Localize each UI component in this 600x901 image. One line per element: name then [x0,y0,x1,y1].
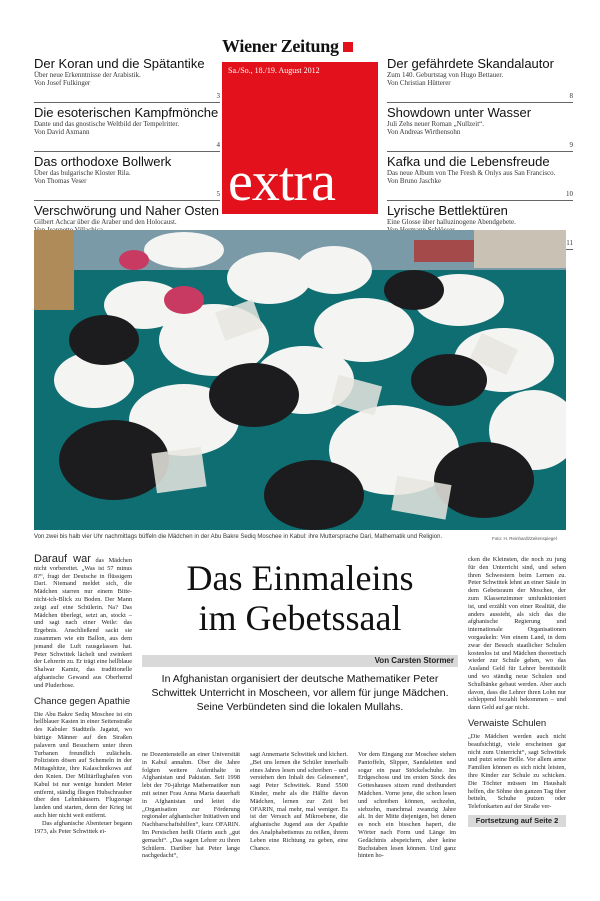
byline: Von Carsten Stormer [374,656,454,665]
toc-desc: Gilbert Achcar über die Araber und den Holocaust. [34,218,177,226]
toc-title: Das orthodoxe Bollwerk [34,154,172,169]
headline-line-1: Das Einmaleins [186,558,414,598]
article-column-3: sagt Annemarie Schwittek und kichert. „Bei uns lernen die Schüler innerhalb eines Jahres lesen und schreiben – und verstehen den Inhalt des Gelesenen“, sagt Peter Schwittek. Rund 5500 Kinder, mehr als die Hälfte davon Mädchen, lernen zur Zeit bei OFARIN, mal mehr, mal weniger. Es ist der Versuch auf Mikroebene, die afghanische Jugend aus der Apathie des Analphabetismus zu reißen, ihrem Leben eine Richtung zu geben, eine Chance. [250,751,348,852]
toc-desc: Eine Glosse über halluzinogene Abendgebete. [387,218,516,226]
toc-page-number: 3 [216,92,220,100]
column-text: „Die Mädchen werden auch nicht beaufsichtigt, viele erscheinen gar nicht zum Unterricht“, sagt Schwittek und putzt seine Brille. Vor allem arme Familien können es sich nicht leisten, ihre Kinder zur Schule zu schicken. Die Töchter müssen im Haushalt helfen, die Söhne den ganzen Tag über betteln, Schuhe putzen oder Telefonkarten auf der Straße ver- [468,732,566,811]
newspaper-logo: Wiener Zeitung [222,36,339,56]
toc-entry[interactable] [34,152,220,201]
article-dek: In Afghanistan organisiert der deutsche Mathematiker Peter Schwittek Unterricht in Moscheen, vor allem für junge Mädchen. Seine Verbündeten sind die lokalen Mullahs. [151,673,449,713]
column-text: cken die Kleinsten, die noch zu jung für den Unterricht sind, und sehen ihren Schwestern beim Lernen zu. Peter Schwittek lehnt an einer Säule in dem Gebetsraum der Moschee, der zum Klassenzimmer umfunktioniert ist, und erzählt von einer Realität, die anders aussieht, als sich das die afghanische Regierung und internationale Organisationen vorgaukeln: Von einem Land, in dem zwar der Besuch staatlicher Schulen kostenlos ist und Mädchen theoretisch wieder zur Schule gehen, wo das Ausland Geld für Lehrer bereitstellt und wo ständig neue Schulen und Schulbänke gebaut werden. Aber auch davon, dass die Lehrer ihren Lohn nur schleppend bezahlt bekommen – und dann Geld auf gar nicht. [468,556,566,712]
subheading: Chance gegen Apathie [34,695,131,707]
article-column-5 [468,556,566,827]
toc-desc: Über das bulgarische Kloster Rila. [34,169,131,177]
toc-entry[interactable] [34,103,220,152]
toc-desc: Über neue Erkenntnisse der Arabistik. [34,71,141,79]
article-headline [142,558,458,638]
toc-page-number: 5 [216,190,220,198]
toc-title: Lyrische Bettlektüren [387,203,508,218]
toc-desc: Juli Zehs neuer Roman „Nullzeit“. [387,120,484,128]
toc-author: Von David Axmann [34,128,90,136]
toc-entry[interactable] [34,54,220,103]
lead-photo [34,230,566,530]
article-column-1 [34,553,133,835]
toc-entry[interactable] [387,54,573,103]
column-text: Das afghanische Abenteuer begann 1973, als Peter Schwittek ei- [34,819,132,835]
section-title: extra [228,151,335,213]
subheading: Verwaiste Schulen [468,717,547,729]
logo-square-icon [343,42,353,52]
toc-title: Showdown unter Wasser [387,105,532,120]
photo-caption: Von zwei bis halb vier Uhr nachmittags büffeln die Mädchen in der Abu Bakre Sediq Moschee in Kabul: ihre Muttersprache Dari, Mathematik und Religion. [34,534,443,540]
toc-author: Von Andreas Wirthensohn [387,128,461,136]
headline-line-2: im Gebetssaal [198,598,402,638]
toc-author: Von Bruno Jaschke [387,177,441,185]
continued-link[interactable]: Fortsetzung auf Seite 2 [468,815,566,827]
column-text: Die Abu Bakre Sediq Moschee ist ein hellblauer Kasten in einer Seitenstraße des Kabuler Stadtteils Jagatut, wo bärtige Männer auf den Straßen palavern und Besuchern unter ihren Turbanen freundlich zulächeln. Polizisten dösen auf Schemeln in der Mittagshitze, ihre Kalaschnikows auf den Knien. Der Militärflughafen von Kabul ist nur wenige hundert Meter entfernt, ständig fliegen Hubschrauber über den Lehmhäusern. Flugzeuge landen und starten, denn der Krieg ist auch hier nicht weit entfernt. [34,710,132,819]
masthead [222,36,378,57]
toc-title: Kafka und die Lebensfreude [387,154,550,169]
lead-words: Darauf war [34,553,91,565]
article-column-2: ne Dozentenstelle an einer Universität in Kabul annahm. Über die Jahre folgten weitere Aufenthalte in Afghanistan und Pakistan. Seit 1998 lebt der 70-jährige Mathematiker nun mit seiner Frau Anna Maria dauerhaft in Afghanistan und leitet die „Organisation zur Förderung regionaler afghanischer Initiativen und Nachbarschaftshilfen“, kurz OFARIN. Im Persischen heißt Ofarin auch „gut gemacht“. „Das sagen Lehrer zu ihren Schülern. Darüber hat Peter lange nachgedacht“, [142,751,240,860]
toc-desc: Zum 140. Geburtstag von Hugo Bettauer. [387,71,504,79]
toc-title: Verschwörung und Naher Osten [34,203,219,218]
toc-author: Von Christian Hütterer [387,79,451,87]
classroom-photo-illustration [34,230,566,530]
toc-author: Von Thomas Veser [34,177,87,185]
toc-left [34,54,220,250]
toc-title: Der Koran und die Spätantike [34,56,205,71]
toc-page-number: 4 [216,141,220,149]
photo-credit: Foto: H. Reinhardt/Zeitenspiegel [492,536,557,541]
article-column-4: Vor dem Eingang zur Moschee stehen Pantoffeln, Slipper, Sandaletten und sogar ein paar Stöckelschuhe. Im Erdgeschoss und im ersten Stock des Gotteshauses sitzen rund dreihundert Mädchen. Vorne jene, die schon lesen und schreiben können, sechzehn, siebzehn, manchmal zwanzig Jahre alt. In der Mitte diejenigen, bei denen es noch ein bisschen hapert, die Wörter nach Form und Länge im Gedächtnis abspeichern, aber keine Buchstaben lesen können. Und ganz hinten ho- [358,751,456,860]
section-box [222,62,378,214]
toc-page-number: 8 [569,92,573,100]
issue-date: Sa./So., 18./19. August 2012 [228,66,320,75]
toc-page-number: 9 [569,141,573,149]
toc-entry[interactable] [387,103,573,152]
toc-title: Die esoterischen Kampfmönche [34,105,219,120]
column-text: das Mädchen nicht vorbereitet. „Was ist 57 minus 8?“, fragt der Deutsche in flüssigem Dari. Niemand meldet sich, die Mädchen starren nur einem Bitte-nicht-ich-Blick zu Boden. Der Mann zeigt auf eine Schülerin. Na? Das Mädchen überlegt, setzt an, stockt – und sagt nach einer Weile: das Ergebnis. Anschließend sackt sie zusammen wie ein Ballon, aus dem jemand die Luft rausgelassen hat. Peter Schwittek lächelt und zwinkert der Lehrerin zu. Er trägt eine hellblaue Shalwar Kamiz, das traditionelle afghanische Gewand aus Oberhemd und Pluderhose. [34,557,133,689]
toc-desc: Dante und das gnostische Weltbild der Tempelritter. [34,120,180,128]
byline-bar [142,655,458,667]
toc-title: Der gefährdete Skandalautor [387,56,554,71]
toc-right [387,54,573,250]
toc-desc: Das neue Album von The Fresh & Onlys aus San Francisco. [387,169,556,177]
toc-page-number: 10 [566,190,573,198]
toc-entry[interactable] [387,152,573,201]
toc-page-number: 11 [566,239,573,247]
toc-author: Von Josef Fulkinger [34,79,91,87]
